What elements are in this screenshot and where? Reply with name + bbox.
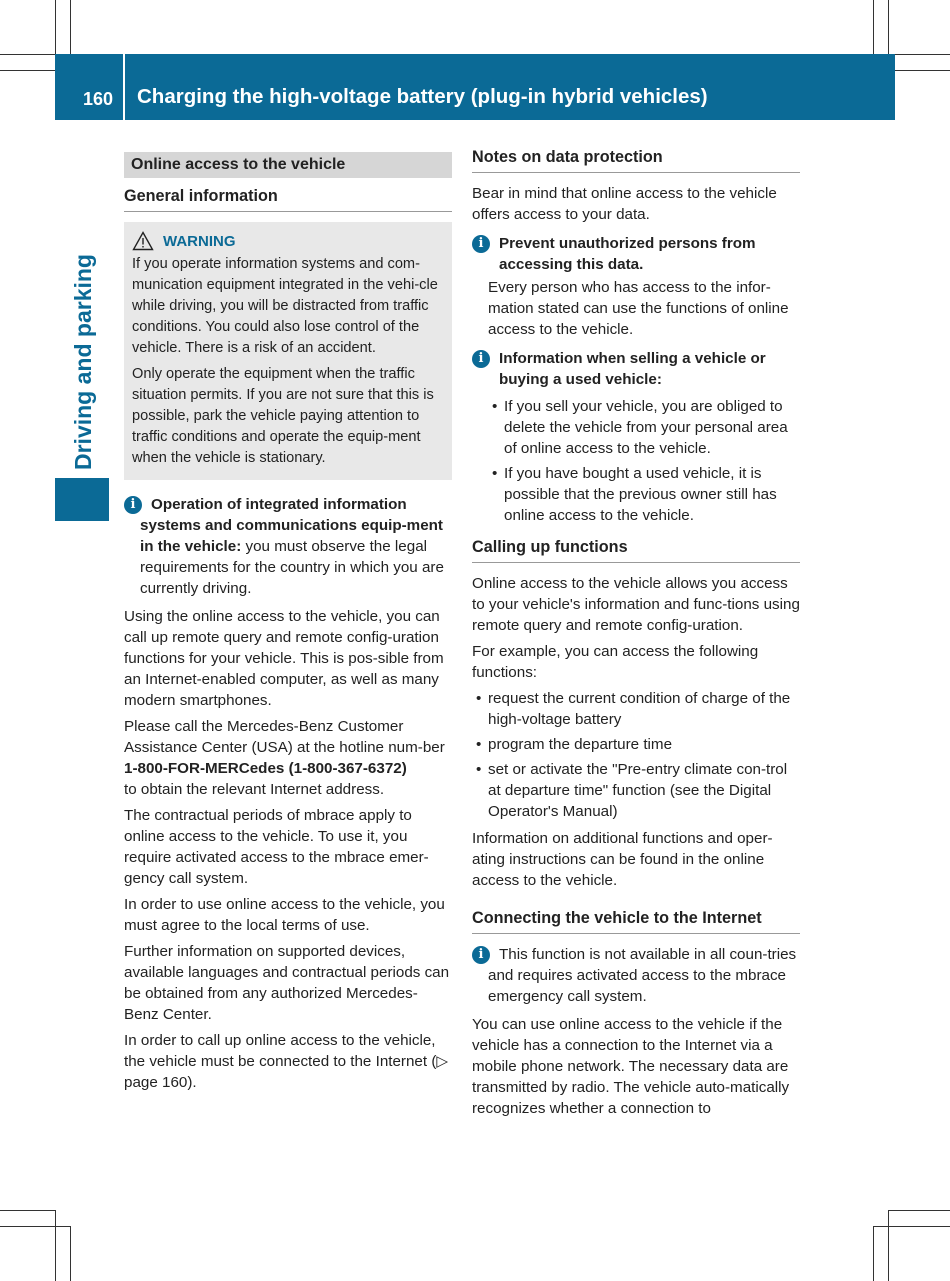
body-paragraph: You can use online access to the vehicle if the vehicle has a connection to the Internet via a mobile phone network. The necessary data are transmitted by radio. The vehicle auto-matically recognizes whether a connection to bbox=[472, 1016, 790, 1117]
warning-paragraph: If you operate information systems and com-munication equipment integrated in the vehi-cle while driving, you will be distracted from traffic conditions. You could also lose control of the vehicle. There is a risk of an accident. bbox=[132, 256, 438, 356]
crop-mark bbox=[894, 70, 950, 71]
right-column bbox=[472, 148, 800, 1124]
left-column bbox=[124, 148, 452, 1098]
note-continuation: you must observe the legal requirements for the country in which you are currently driving. bbox=[140, 538, 444, 597]
info-note bbox=[472, 944, 800, 1007]
hotline-number: 1-800-FOR-MERCedes (1-800-367-6372) bbox=[124, 760, 407, 777]
crop-mark bbox=[55, 0, 56, 54]
section-title: Online access to the vehicle bbox=[124, 152, 452, 178]
body-paragraph: Further information on supported devices, available languages and contractual periods can be obtained from any authorized Mercedes-Benz Center. bbox=[124, 943, 450, 1023]
crop-mark bbox=[894, 54, 950, 55]
warning-box bbox=[124, 222, 452, 480]
note-text: Every person who has access to the infor-mation stated can use the functions of online access to the vehicle. bbox=[488, 279, 789, 338]
info-note bbox=[124, 494, 452, 599]
crop-mark bbox=[0, 54, 55, 55]
note-list bbox=[488, 396, 800, 526]
chapter-title: Charging the high-voltage battery (plug-in hybrid vehicles) bbox=[137, 85, 708, 108]
list-item: • set or activate the "Pre-entry climate con-trol at departure time" function (see the Digital Operator's Manual) bbox=[472, 759, 800, 822]
crop-mark bbox=[873, 1226, 950, 1227]
note-title: Prevent unauthorized persons from accessing this data. bbox=[499, 235, 756, 273]
warning-triangle-icon bbox=[132, 231, 154, 251]
data-protection-heading: Notes on data protection bbox=[472, 148, 800, 173]
body-paragraph: In order to use online access to the vehicle, you must agree to the local terms of use. bbox=[124, 896, 445, 934]
crop-mark bbox=[70, 1226, 71, 1281]
warning-paragraph: Only operate the equipment when the traffic situation permits. If you are not sure that this is possible, park the vehicle paying attention to traffic conditions and operate the equip-ment when the vehicle is stationary. bbox=[132, 366, 434, 466]
list-item: • If you have bought a used vehicle, it is possible that the previous owner still has online access to the vehicle. bbox=[488, 463, 800, 526]
warning-title bbox=[132, 231, 444, 251]
info-icon: i bbox=[124, 496, 142, 514]
info-note bbox=[472, 348, 800, 526]
crop-mark bbox=[55, 1210, 56, 1281]
general-information-heading: General information bbox=[124, 187, 452, 212]
warning-label: WARNING bbox=[163, 232, 236, 250]
body-paragraph: Please call the Mercedes-Benz Customer Assistance Center (USA) at the hotline num-ber bbox=[124, 718, 445, 756]
side-tab-marker bbox=[55, 478, 109, 521]
crop-mark bbox=[888, 1210, 889, 1281]
info-icon: i bbox=[472, 946, 490, 964]
body-paragraph: Online access to the vehicle allows you access to your vehicle's information and func-tions using remote query and remote config-uration. bbox=[472, 575, 800, 634]
crop-mark bbox=[873, 0, 874, 54]
crop-mark bbox=[888, 0, 889, 54]
note-title: Information when selling a vehicle or buying a used vehicle: bbox=[499, 350, 766, 388]
crop-mark bbox=[0, 70, 55, 71]
body-paragraph: Information on additional functions and oper-ating instructions can be found in the online access to the vehicle. bbox=[472, 830, 773, 889]
crop-mark bbox=[70, 0, 71, 54]
note-text bbox=[140, 494, 452, 599]
list-item: • If you sell your vehicle, you are obliged to delete the vehicle from your personal area of online access to the vehicle. bbox=[488, 396, 800, 459]
crop-mark bbox=[888, 1210, 950, 1211]
body-paragraph: In order to call up online access to the vehicle, the vehicle must be connected to the Internet (▷ page 160). bbox=[124, 1032, 449, 1091]
functions-list bbox=[472, 688, 800, 822]
connecting-heading: Connecting the vehicle to the Internet bbox=[472, 909, 800, 934]
body-paragraph: to obtain the relevant Internet address. bbox=[124, 781, 385, 798]
info-note bbox=[472, 233, 800, 340]
crop-mark bbox=[0, 1226, 70, 1227]
crop-mark bbox=[0, 1210, 55, 1211]
header-divider bbox=[123, 54, 125, 120]
body-paragraph: Using the online access to the vehicle, you can call up remote query and remote config-uration functions for your vehicle. This is pos-sible from an Internet-enabled computer, as well as many modern smartphones. bbox=[124, 608, 444, 709]
crop-mark bbox=[873, 1226, 874, 1281]
info-icon: i bbox=[472, 350, 490, 368]
body-paragraph: The contractual periods of mbrace apply to online access to the vehicle. To use it, you require activated access to the mbrace emer-gency call system. bbox=[124, 807, 429, 887]
side-tab-label: Driving and parking bbox=[70, 254, 96, 470]
page-header bbox=[55, 54, 895, 120]
list-item: • program the departure time bbox=[472, 734, 800, 755]
body-paragraph: For example, you can access the following functions: bbox=[472, 643, 759, 681]
note-text: This function is not available in all coun-tries and requires activated access to the mbrace emergency call system. bbox=[488, 946, 797, 1005]
body-paragraph: Bear in mind that online access to the vehicle offers access to your data. bbox=[472, 185, 777, 223]
list-item: • request the current condition of charge of the high-voltage battery bbox=[472, 688, 800, 730]
note-bold-lead: Operation of integrated information systems and communications equip-ment in the vehicle: bbox=[140, 496, 443, 555]
page-number: 160 bbox=[83, 89, 114, 109]
calling-up-functions-heading: Calling up functions bbox=[472, 538, 800, 563]
info-icon: i bbox=[472, 235, 490, 253]
